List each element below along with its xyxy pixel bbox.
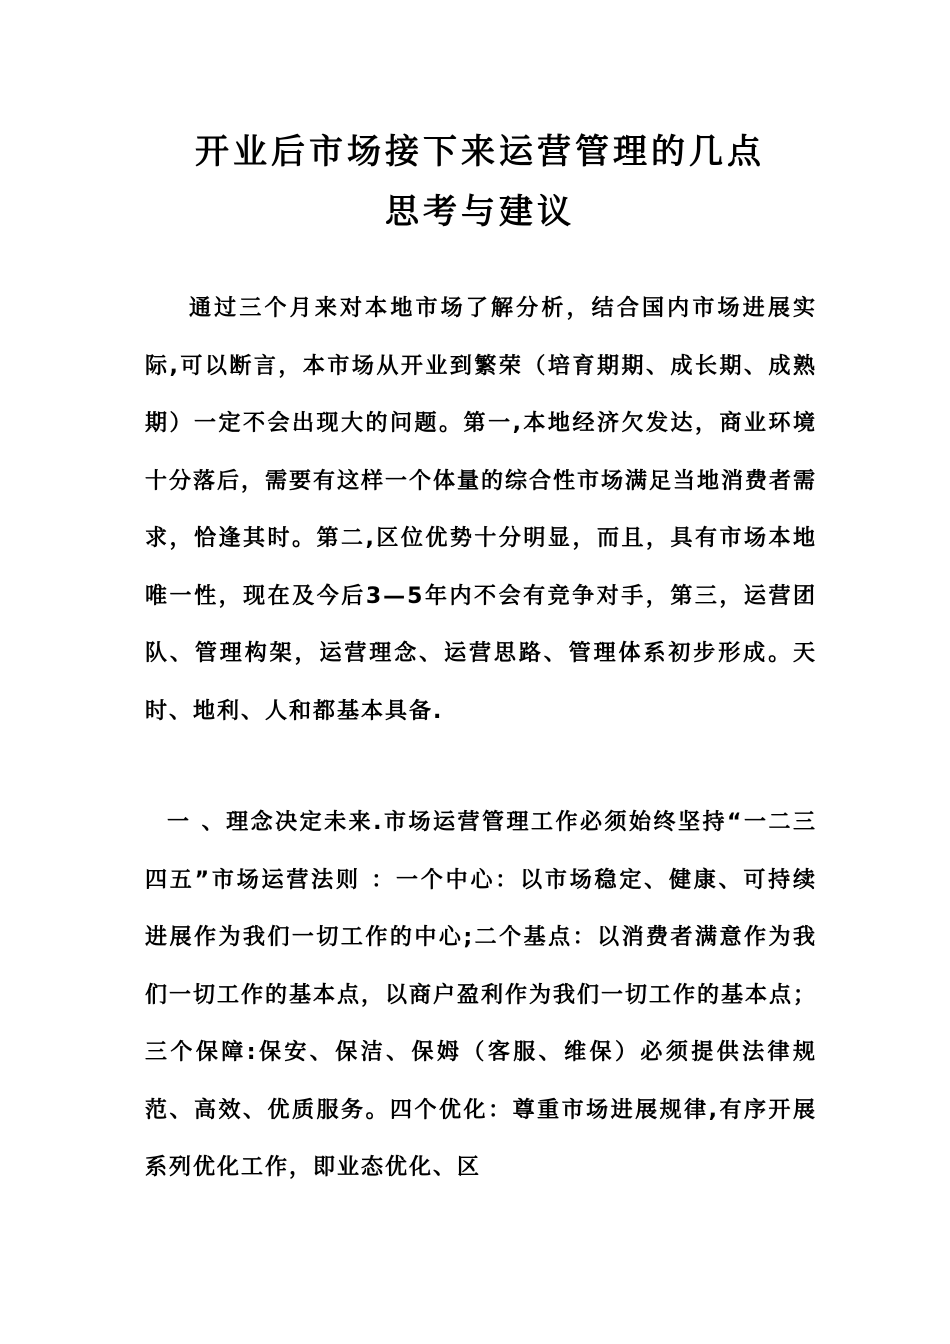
paragraph-intro: 通过三个月来对本地市场了解分析，结合国内市场进展实际,可以断言，本市场从开业到繁荣（培育期期、成长期、成熟期）一定不会出现大的问题。第一,本地经济欠发达，商业环境十分落后，需要有这样一个体量的综合性市场满足当地消费者需求，恰逢其时。第二,区位优势十分明显，而且，具有市场本地唯一性，现在及今后3—5年内不会有竞争对手，第三，运营团队、管理构架，运营理念、运营思路、管理体系初步形成。天时、地利、人和都基本具备. (145, 296, 818, 724)
paragraph-section-1: 一 、理念决定未来.市场运营管理工作必须始终坚持“一二三四五”市场运营法则 ：一个中心：以市场稳定、健康、可持续进展作为我们一切工作的中心;二个基点：以消费者满意作为我们一切工作的基本点，以商户盈利作为我们一切工作的基本点；三个保障:保安、保洁、保姆（客服、维保）必须提供法律规范、高效、优质服务。四个优化：尊重市场进展规律,有序开展系列优化工作，即业态优化、区 (145, 810, 818, 1180)
title-line-1: 开业后市场接下来运营管理的几点 (195, 132, 765, 172)
document-title (100, 122, 860, 242)
title-line-2: 思考与建议 (385, 192, 575, 232)
